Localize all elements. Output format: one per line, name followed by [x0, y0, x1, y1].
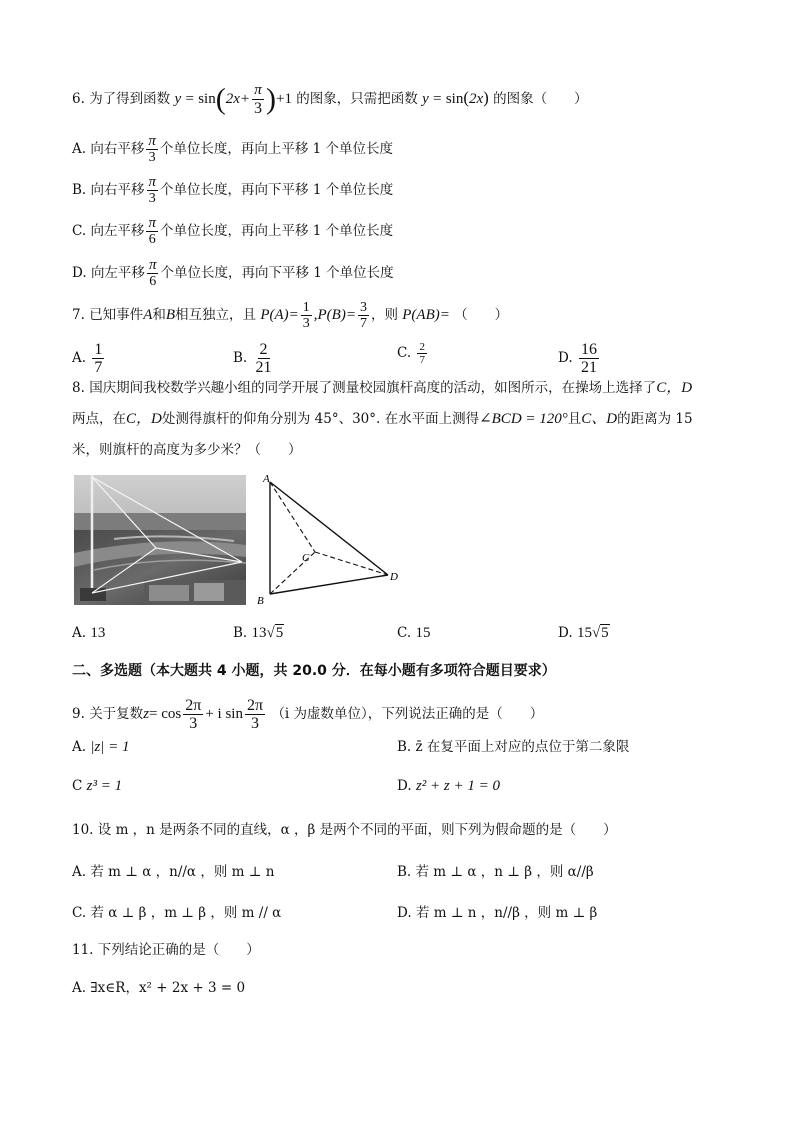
edge-bd	[270, 575, 388, 594]
flagpole-photo	[74, 475, 246, 605]
q7-stem	[72, 300, 734, 331]
q9-pre: 关于复数	[89, 706, 144, 722]
q6-func1-frac	[252, 82, 264, 117]
q6-paren-close: )	[266, 82, 277, 116]
q6-option-d[interactable]	[72, 258, 734, 289]
frac-num: 2π	[185, 697, 202, 714]
option-letter: B.	[72, 182, 87, 198]
q9-option-d[interactable]	[397, 776, 500, 796]
option-letter: C	[72, 778, 83, 794]
option-letter: A.	[72, 739, 87, 755]
q9-frac2	[245, 697, 265, 732]
option-text: 13	[90, 625, 106, 641]
q9-z: z	[143, 706, 150, 722]
frac-num: 16	[580, 341, 597, 358]
frac-den: 3	[251, 715, 259, 732]
q7-option-c[interactable]	[397, 341, 429, 366]
option-pre: 向右平移	[90, 141, 145, 157]
q9-option-c[interactable]	[72, 776, 122, 796]
q7-pa-frac	[301, 300, 312, 331]
q7-number: 7.	[72, 307, 85, 323]
option-letter: A.	[72, 141, 87, 157]
q9-stem	[72, 697, 734, 732]
q6-func1-arg: 2x+	[225, 91, 251, 107]
q6-func2-fn: sin	[445, 91, 464, 107]
q10-option-a[interactable]	[72, 862, 274, 882]
option-text: |z| = 1	[90, 739, 130, 755]
frac-num: π	[148, 215, 156, 231]
option-letter: C.	[72, 905, 87, 921]
option-letter: A.	[72, 625, 87, 641]
frac-num: 2	[259, 341, 268, 358]
q7-text1: 已知事件	[89, 307, 144, 323]
option-text: 若 m ⊥ α ，n ⊥ β ，则 α//β	[415, 864, 594, 880]
option-pre: 向左平移	[90, 223, 145, 239]
edge-ac	[270, 482, 315, 552]
sqrt-radicand: 5	[601, 625, 609, 641]
frac-den: 3	[148, 191, 156, 206]
q8-line1-text: 国庆期间我校数学兴趣小组的同学开展了测量校园旗杆高度的活动，如图所示，在操场上选择了	[89, 380, 657, 396]
frac-den: 21	[580, 359, 597, 376]
option-post: 个单位长度，再向上平移 1 个单位长度	[159, 223, 394, 239]
sqrt-radicand: 5	[275, 625, 284, 641]
edge-ad	[270, 482, 388, 575]
option-frac	[579, 341, 599, 376]
sqrt-symbol: √5	[591, 625, 609, 641]
q9-number: 9.	[72, 706, 85, 722]
q8-line2	[72, 409, 734, 429]
edge-cd	[315, 552, 388, 575]
option-letter: C.	[397, 625, 412, 641]
option-frac	[146, 134, 158, 165]
q6-mid: 的图象，只需把函数	[296, 91, 418, 107]
q6-number: 6.	[72, 91, 85, 107]
option-coef: 15	[576, 625, 592, 641]
option-frac	[146, 216, 158, 247]
q8-line3	[72, 440, 734, 460]
option-text: z̄ 在复平面上对应的点位于第二象限	[415, 739, 630, 755]
frac-num: 1	[302, 300, 310, 315]
q6-prefix: 为了得到函数	[89, 91, 171, 107]
option-letter: C.	[397, 345, 412, 361]
q6-func2-eq: =	[433, 91, 442, 107]
frac-num: π	[148, 133, 156, 149]
option-frac	[92, 341, 104, 376]
q8-option-a[interactable]	[72, 623, 105, 643]
q7-pb-frac	[358, 300, 369, 331]
q6-func1-tail: +1	[276, 91, 292, 107]
q6-func1-num: π	[254, 82, 262, 98]
q8-line1-var: C，D	[656, 380, 693, 396]
q8-option-c[interactable]	[397, 623, 430, 643]
option-pre: 向左平移	[90, 265, 145, 281]
q8-line2d: 的距离为 15	[617, 411, 693, 427]
frac-den: 7	[94, 359, 103, 376]
q11-number: 11.	[72, 942, 94, 958]
q9-frac1	[183, 697, 203, 732]
frac-den: 21	[255, 359, 272, 376]
option-text: z³ = 1	[86, 778, 123, 794]
q7-pab: P(AB)=	[402, 307, 450, 323]
option-post: 个单位长度，再向上平移 1 个单位长度	[159, 141, 394, 157]
q6-func2-close: )	[483, 88, 489, 107]
option-text: ∃x∈R，x² + 2x + 3 = 0	[90, 980, 246, 996]
q7-var-b: B	[165, 307, 176, 323]
q6-func1-lhs: y	[174, 91, 182, 107]
option-letter: C.	[72, 223, 87, 239]
q8-option-d[interactable]	[558, 623, 610, 643]
frac-num: π	[148, 257, 157, 273]
q7-and: 和	[152, 307, 166, 323]
q9-eq: = cos	[149, 706, 182, 722]
q10-option-b[interactable]	[397, 862, 594, 882]
option-letter: B.	[233, 350, 248, 366]
frac-num: 1	[94, 341, 103, 358]
q9-post: （i 为虚数单位），下列说法正确的是（ ）	[271, 706, 544, 722]
frac-den: 3	[302, 316, 310, 331]
q11-text: 下列结论正确的是（ ）	[97, 942, 260, 958]
option-letter: A.	[72, 350, 87, 366]
q7-var-a: A	[143, 307, 153, 323]
option-post: 个单位长度，再向下平移 1 个单位长度	[160, 182, 394, 198]
q6-option-a[interactable]	[72, 134, 734, 165]
q8-option-b[interactable]	[233, 623, 284, 643]
q6-func2-open: (	[463, 88, 469, 107]
q8-line2c: 且	[567, 411, 582, 427]
frac-den: 7	[419, 354, 425, 366]
frac-num: 2π	[246, 697, 264, 714]
q8-line2a: 两点，在	[72, 411, 126, 427]
frac-den: 6	[148, 232, 156, 247]
q8-line2b: 处测得旗杆的仰角分别为 45°、30°. 在水平面上测得	[161, 411, 480, 427]
option-letter: B.	[397, 864, 412, 880]
option-letter: D.	[72, 265, 87, 281]
q10-option-c[interactable]	[72, 903, 281, 923]
q9-option-a[interactable]	[72, 737, 130, 757]
option-pre: 向右平移	[90, 182, 145, 198]
label-c: C	[302, 552, 310, 564]
label-d: D	[390, 571, 398, 583]
q7-paren: （ ）	[454, 307, 509, 323]
q8-number: 8.	[72, 380, 85, 396]
q8-line2-angle: ∠BCD = 120°	[479, 411, 568, 427]
option-coef: 13	[251, 625, 267, 641]
label-a: A	[263, 473, 270, 485]
q6-func1-eq: =	[185, 91, 194, 107]
q6-option-c[interactable]	[72, 216, 734, 247]
q8-line1	[72, 378, 734, 398]
q6-paren-open: (	[215, 82, 226, 116]
option-frac	[147, 175, 159, 206]
frac-den: 7	[359, 316, 367, 331]
option-text: z² + z + 1 = 0	[415, 778, 500, 794]
option-letter: B.	[397, 739, 412, 755]
option-frac	[254, 341, 274, 376]
frac-den: 3	[148, 150, 156, 165]
option-post: 个单位长度，再向下平移 1 个单位长度	[160, 265, 394, 281]
q10-number: 10.	[72, 822, 94, 838]
tetrahedron-diagram	[255, 470, 405, 608]
q7-text2: 相互独立，且	[175, 307, 257, 323]
q7-option-a[interactable]	[72, 341, 106, 376]
q9-option-b[interactable]	[397, 737, 629, 757]
q8-line2-var: C，D	[126, 411, 162, 427]
option-frac	[417, 341, 427, 366]
q8-line2-cd: C、D	[581, 411, 618, 427]
q10-text: 设 m ，n 是两条不同的直线，α ，β 是两个不同的平面，则下列为假命题的是（ ）	[97, 822, 617, 838]
frac-den: 3	[189, 715, 198, 732]
frac-num: 2	[419, 341, 425, 353]
q7-pa: P(A)=	[260, 307, 299, 323]
option-text: 若 m ⊥ α ，n//α ，则 m ⊥ n	[90, 864, 275, 880]
option-letter: A.	[72, 864, 87, 880]
q6-func1-den: 3	[254, 100, 263, 117]
q11-stem	[72, 940, 734, 960]
q6-stem	[72, 82, 734, 117]
q7-pb: ,P(B)=	[313, 307, 356, 323]
option-letter: A.	[72, 980, 87, 996]
q8-line3-text: 米，则旗杆的高度为多少米？（ ）	[72, 442, 302, 458]
q10-option-d[interactable]	[397, 903, 597, 923]
q10-stem	[72, 820, 734, 840]
option-letter: B.	[233, 625, 248, 641]
frac-num: π	[148, 174, 157, 190]
q11-option-a[interactable]	[72, 978, 245, 998]
section-title: 二、多选题（本大题共 4 小题，共 20.0 分．在每小题有多项符合题目要求）	[72, 663, 556, 679]
q6-func1-fn: sin	[198, 91, 216, 107]
option-text: 若 m ⊥ n ，n//β ，则 m ⊥ β	[415, 905, 598, 921]
q9-plus: + i sin	[205, 706, 243, 722]
option-letter: D.	[397, 905, 412, 921]
option-letter: D.	[397, 778, 412, 794]
sqrt-symbol: √5	[266, 625, 284, 641]
option-text: 15	[415, 625, 431, 641]
q7-option-d[interactable]	[558, 341, 601, 376]
q6-suffix: 的图象（ ）	[493, 91, 588, 107]
label-b: B	[257, 595, 264, 607]
q6-func2-lhs: y	[422, 91, 429, 107]
option-letter: D.	[558, 350, 573, 366]
q7-option-b[interactable]	[233, 341, 276, 376]
option-letter: D.	[558, 625, 573, 641]
q6-func2-arg: 2x	[469, 91, 484, 107]
q7-text3: ，则	[370, 307, 398, 323]
q6-option-b[interactable]	[72, 175, 734, 206]
option-frac	[147, 258, 159, 289]
frac-den: 6	[149, 274, 157, 289]
frac-num: 3	[359, 300, 367, 315]
option-text: 若 α ⊥ β ，m ⊥ β ，则 m // α	[90, 905, 282, 921]
